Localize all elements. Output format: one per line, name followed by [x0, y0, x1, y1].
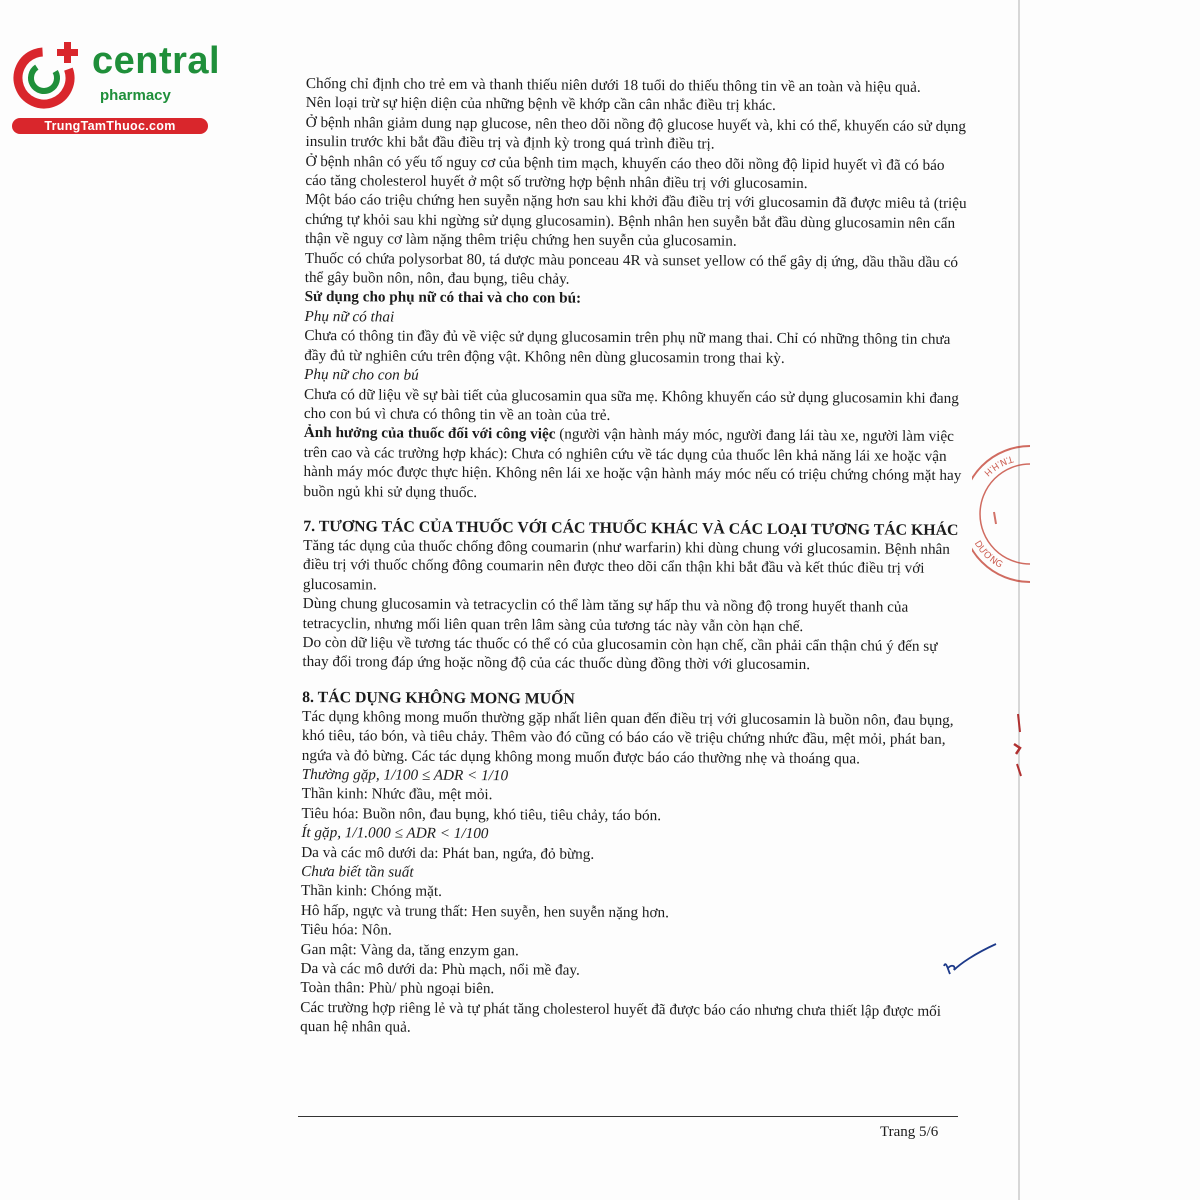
company-stamp-icon [972, 444, 1032, 584]
paragraph: Ở bệnh nhân có yếu tố nguy cơ của bệnh tim mạch, khuyến cáo theo dõi nồng độ lipid huyết vì đã có báo cáo tăng cholesterol huyết ở một số trường hợp bệnh nhân điều trị với glucosamin. [305, 152, 945, 193]
paragraph: Do còn dữ liệu về tương tác thuốc có thể có của glucosamin còn hạn chế, cần phải cẩn thận chú ý đến sự thay đổi trong đáp ứng hoặc nồng độ của các thuốc dùng đồng thời với glucosamin. [302, 633, 938, 674]
logo-wordmark: central [92, 40, 221, 82]
paragraph: Nên loại trừ sự hiện diện của những bệnh về khớp cần cân nhắc điều trị khác. [305, 94, 776, 115]
subsection-label: Phụ nữ cho con bú [304, 366, 419, 384]
frequency-label: Ít gặp, 1/1.000 ≤ ADR < 1/100 [301, 824, 489, 843]
page-number: Trang 5/6 [880, 1124, 939, 1140]
svg-text:T.N.H.H: T.N.H.H [981, 452, 1015, 478]
paragraph: Thuốc có chứa polysorbat 80, tá dược màu ponceau 4R và sunset yellow có thể gây dị ứng, dầu thầu dầu có thể gây buồn nôn, nôn, đau bụng, tiêu chảy. [304, 249, 959, 288]
list-item: Da và các mô dưới da: Phát ban, ngứa, đỏ bừng. [301, 843, 595, 863]
logo-c-cross-icon [12, 40, 84, 112]
frequency-label: Thường gặp, 1/100 ≤ ADR < 1/10 [301, 765, 509, 785]
paragraph: Tác dụng không mong muốn thường gặp nhất liên quan đến điều trị với glucosamin là buồn nôn, đau bụng, khó tiêu, táo bón, và tiêu chảy. Thêm vào đó cũng có báo cáo về triệu chứng nhức đầu, mệt mỏi, phát ban, ngứa và đỏ bừng. Các tác dụng không mong muốn được báo cáo thường nhẹ và thoáng qua. [301, 707, 954, 767]
list-item: Da và các mô dưới da: Phù mạch, nổi mề đay. [300, 960, 580, 979]
logo-subtitle: pharmacy [100, 87, 171, 104]
paragraph: Chống chỉ định cho trẻ em và thanh thiếu niên dưới 18 tuổi do thiếu thông tin về an toàn và hiệu quả. [305, 74, 921, 96]
page-edge [1018, 0, 1020, 1200]
paragraph: Tăng tác dụng của thuốc chống đông coumarin (như warfarin) khi dùng chung với glucosamin. Bệnh nhân điều trị với thuốc chống đông coumarin nên được theo dõi cẩn thận khi bắt đầu và kết thúc điều trị với glucosamin. [302, 536, 950, 594]
subsection-label: Phụ nữ có thai [304, 307, 395, 326]
list-item: Tiêu hóa: Buồn nôn, đau bụng, khó tiêu, tiêu chảy, táo bón. [301, 804, 662, 824]
list-item: Tiêu hóa: Nôn. [300, 921, 392, 939]
list-item: Toàn thân: Phù/ phù ngoại biên. [300, 979, 495, 998]
brand-logo[interactable] [12, 40, 221, 140]
paragraph: Các trường hợp riêng lẻ và tự phát tăng cholesterol huyết đã được báo cáo nhưng chưa thiết lập được mối quan hệ nhân quả. [300, 998, 942, 1036]
frequency-label: Chưa biết tần suất [301, 863, 414, 881]
paragraph: Một báo cáo triệu chứng hen suyễn nặng hơn sau khi khởi đầu điều trị với glucosamin đã được miêu tả (triệu chứng tự khỏi sau khi ngừng sử dụng glucosamin). Bệnh nhân hen suyễn bắt đầu dùng glucosamin nên cẩn thận về nguy cơ làm nặng thêm triệu chứng hen suyễn của glucosamin. [304, 191, 967, 250]
footer-divider [298, 1116, 958, 1117]
list-item: Thần kinh: Chóng mặt. [300, 882, 442, 901]
paragraph: Dùng chung glucosamin và tetracyclin có thể làm tăng sự hấp thu và nồng độ trong huyết thanh của tetracyclin, nhưng mối liên quan trên lâm sàng của tương tác này vẫn còn hạn chế. [302, 595, 909, 635]
section-heading-8: 8. TÁC DỤNG KHÔNG MONG MUỐN [302, 688, 575, 708]
inline-bold-heading: Ảnh hưởng của thuốc đối với công việc [303, 424, 556, 443]
list-item: Hô hấp, ngực và trung thất: Hen suyễn, hen suyễn nặng hơn. [300, 901, 669, 922]
signature-initial-icon [940, 940, 1000, 980]
inline-text: (người vận hành máy móc, người đang lái tàu xe, người làm việc trên cao và các trường hợp khác): Chưa có nghiên cứu về tác dụng của thuốc lên khả năng lái xe hoặc vận hành máy móc được thực hiện. Không nên lái xe hoặc vận hành máy móc nếu có triệu chứng chóng mặt hay buồn ngủ khi sử dụng thuốc. [303, 425, 962, 501]
paragraph: Chưa có dữ liệu về sự bài tiết của glucosamin qua sữa mẹ. Không khuyến cáo sử dụng glucosamin khi đang cho con bú vì chưa có thông tin về an toàn của trẻ. [303, 385, 959, 424]
paragraph: Chưa có thông tin đầy đủ về việc sử dụng glucosamin trên phụ nữ mang thai. Chỉ có những thông tin chưa đầy đủ từ nghiên cứu trên động vật. Không nên dùng glucosamin trong thai kỳ. [304, 327, 951, 367]
document-body [300, 74, 968, 1041]
svg-text:DƯƠNG: DƯƠNG [972, 539, 1004, 571]
list-item: Thần kinh: Nhức đầu, mệt mỏi. [301, 785, 493, 804]
paragraph [303, 423, 965, 505]
section-heading-7: 7. TƯƠNG TÁC CỦA THUỐC VỚI CÁC THUỐC KHÁC VÀ CÁC LOẠI TƯƠNG TÁC KHÁC [303, 517, 959, 539]
paragraph: Ở bệnh nhân giảm dung nạp glucose, nên theo dõi nồng độ glucose huyết và, khi có thể, khuyến cáo sử dụng insulin trước khi bắt đầu điều trị và định kỳ trong quá trình điều trị. [305, 113, 967, 153]
subsection-heading: Sử dụng cho phụ nữ có thai và cho con bú: [304, 288, 582, 308]
logo-url-badge[interactable]: TrungTamThuoc.com [12, 118, 208, 134]
list-item: Gan mật: Vàng da, tăng enzym gan. [300, 940, 519, 959]
stamp-fragment-icon [1008, 710, 1028, 780]
